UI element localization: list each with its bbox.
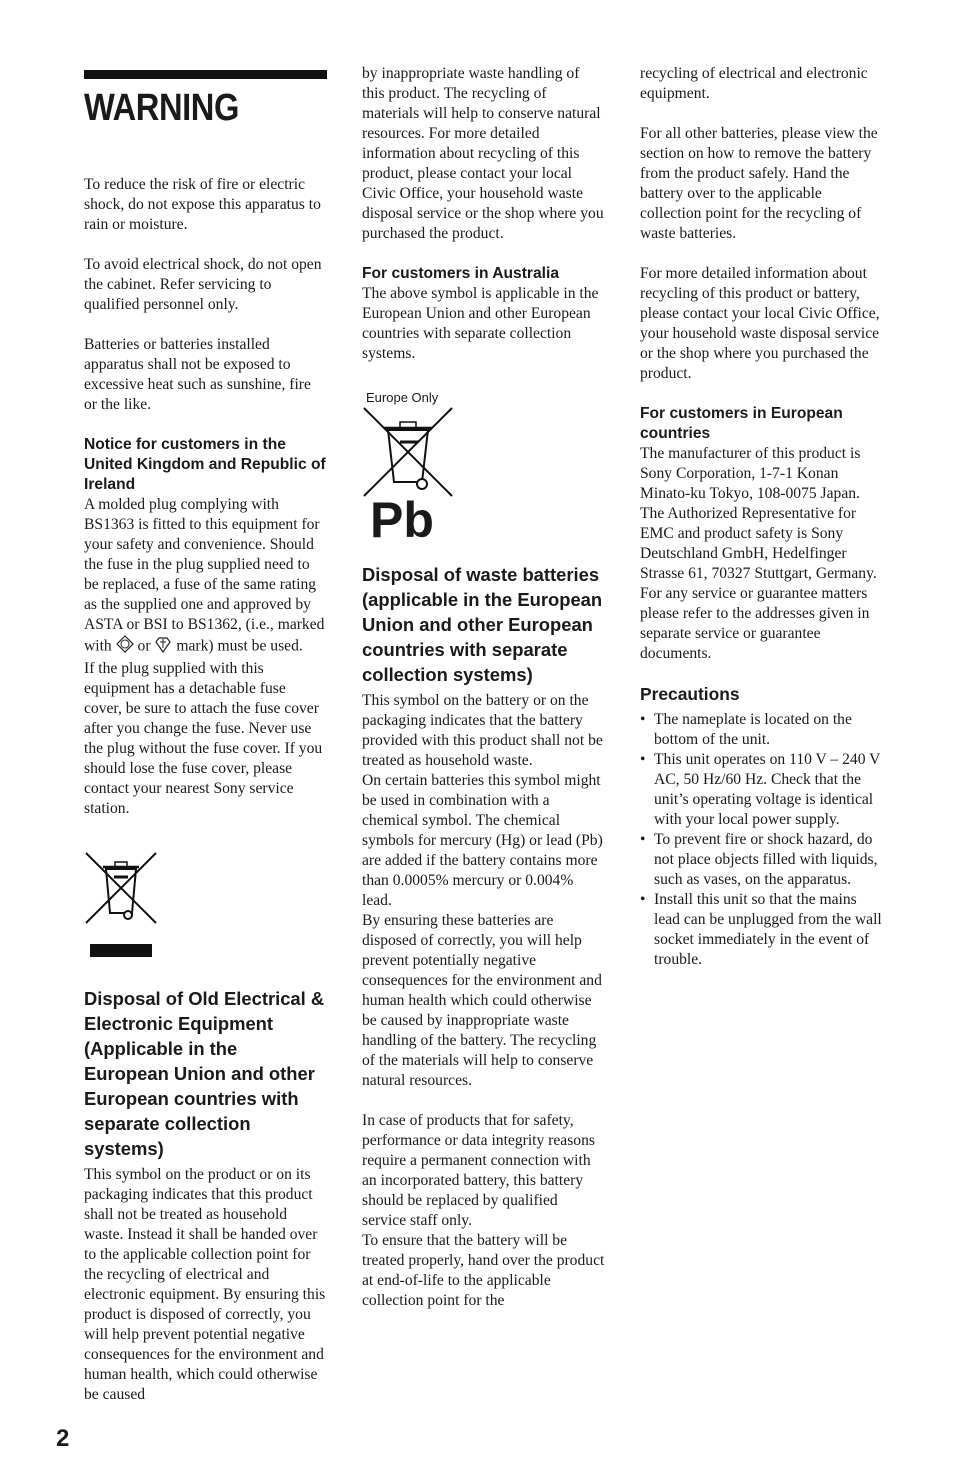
bsi-kitemark-icon [154,636,172,659]
battery-paragraph-1: This symbol on the battery or on the packaging indicates that the battery provided with this product shall not be treated as household waste. [362,692,603,769]
list-item: • To prevent fire or shock hazard, do not place objects filled with liquids, such as vases, on the apparatus. [640,830,883,890]
battery-symbol [362,390,482,550]
uk-notice-paragraph-2: If the plug supplied with this equipment has a detachable fuse cover, be sure to attach the fuse cover after you change the fuse. Never use the plug without the fuse cover. If you should lose the fuse cover, please contact your nearest Sony service station. [84,660,323,817]
weee-symbol [84,851,327,964]
uk-notice-paragraph-1 [84,495,327,659]
crossed-bin-battery-icon [362,406,458,502]
uk-notice-heading: Notice for customers in the United Kingdom and Republic of Ireland [84,436,326,493]
battery-disposal-heading: Disposal of waste batteries (applicable in the European Union and other European countries with separate collection systems) [362,564,603,685]
list-item: • Install this unit so that the mains lead can be unplugged from the wall socket immediately in the event of trouble. [640,890,883,970]
column-2 [362,64,605,1311]
column-1 [84,64,327,1405]
page-number: 2 [56,1425,70,1452]
precautions-list [640,710,883,970]
other-batteries-paragraph: For all other batteries, please view the section on how to remove the battery from the product safely. Hand the battery over to the applicable collection point for the recycling of waste batteries. [640,125,878,242]
australia-heading: For customers in Australia [362,265,559,282]
battery-paragraph-5: To ensure that the battery will be treated properly, hand over the product at end-of-life to the applicable collection point for the [362,1232,605,1309]
europe-only-label: Europe Only [366,390,439,405]
weee-continued-paragraph: by inappropriate waste handling of this product. The recycling of materials will help to conserve natural resources. For more detailed information about recycling of this product, please contact your local Civic Office, your household waste disposal service or the shop where you purchased the product. [362,65,604,242]
list-item: • This unit operates on 110 V – 240 V AC, 50 Hz/60 Hz. Check that the unit’s operating voltage is identical with your local power supply. [640,750,883,830]
weee-paragraph: This symbol on the product or on its packaging indicates that this product shall not be treated as household waste. Instead it shall be handed over to the applicable collection point for the recycling of electrical and electronic equipment. By ensuring this product is disposed of correctly, you will help prevent potential negative consequences for the environment and human health, which could otherwise be caused [84,1166,326,1403]
warning-paragraph-1: To reduce the risk of fire or electric shock, do not expose this apparatus to rain or moisture. [84,176,321,233]
battery-paragraph-2: On certain batteries this symbol might be used in combination with a chemical symbol. The chemical symbols for mercury (Hg) or lead (Pb) are added if the battery contains more than 0.0005% mercury or 0.004% lead. [362,772,603,909]
warning-title: WARNING [84,87,239,129]
warning-paragraph-3: Batteries or batteries installed apparatus shall not be exposed to excessive heat such as sunshine, fire or the like. [84,336,311,413]
crossed-bin-icon [84,851,164,963]
asta-mark-icon [116,635,134,659]
column-3 [640,64,883,970]
battery-continued-paragraph: recycling of electrical and electronic equipment. [640,65,868,102]
uk-text-a: A molded plug complying with BS1363 is fitted to this equipment for your safety and convenience. Should the fuse in the plug supplied need to be replaced, a fuse of the same rating as the supplied one and approved by ASTA or BSI to BS1362, (i.e., marked with [84,496,325,655]
battery-paragraph-4: In case of products that for safety, performance or data integrity reasons require a permanent connection with an incorporated battery, this battery should be replaced by qualified service staff only. [362,1112,595,1229]
precautions-heading: Precautions [640,684,740,704]
european-customers-heading: For customers in European countries [640,405,843,442]
uk-text-or: or [133,637,155,655]
pb-chemical-symbol: Pb [370,492,434,548]
uk-text-b: mark) must be used. [172,637,303,655]
battery-paragraph-3: By ensuring these batteries are disposed of correctly, you will help prevent potentially negative consequences for the environment and human health which could otherwise be caused by inappropriate waste handling of the battery. The recycling of the materials will help to conserve natural resources. [362,912,602,1089]
list-item: • The nameplate is located on the bottom of the unit. [640,710,883,750]
european-customers-paragraph: The manufacturer of this product is Sony Corporation, 1-7-1 Konan Minato-ku Tokyo, 108-0075 Japan. The Authorized Representative for EMC and product safety is Sony Deutschland GmbH, Hedelfinger Strasse 61, 70327 Stuttgart, Germany. For any service or guarantee matters please refer to the addresses given in separate service or guarantee documents. [640,445,877,662]
title-rule [84,70,327,79]
australia-paragraph: The above symbol is applicable in the European Union and other European countries with separate collection systems. [362,285,599,362]
warning-paragraph-2: To avoid electrical shock, do not open the cabinet. Refer servicing to qualified personnel only. [84,256,322,313]
weee-heading: Disposal of Old Electrical & Electronic Equipment (Applicable in the European Union and other European countries with separate collection systems) [84,988,325,1159]
recycling-info-paragraph: For more detailed information about recycling of this product or battery, please contact your local Civic Office, your household waste disposal service or the shop where you purchased the product. [640,265,880,382]
